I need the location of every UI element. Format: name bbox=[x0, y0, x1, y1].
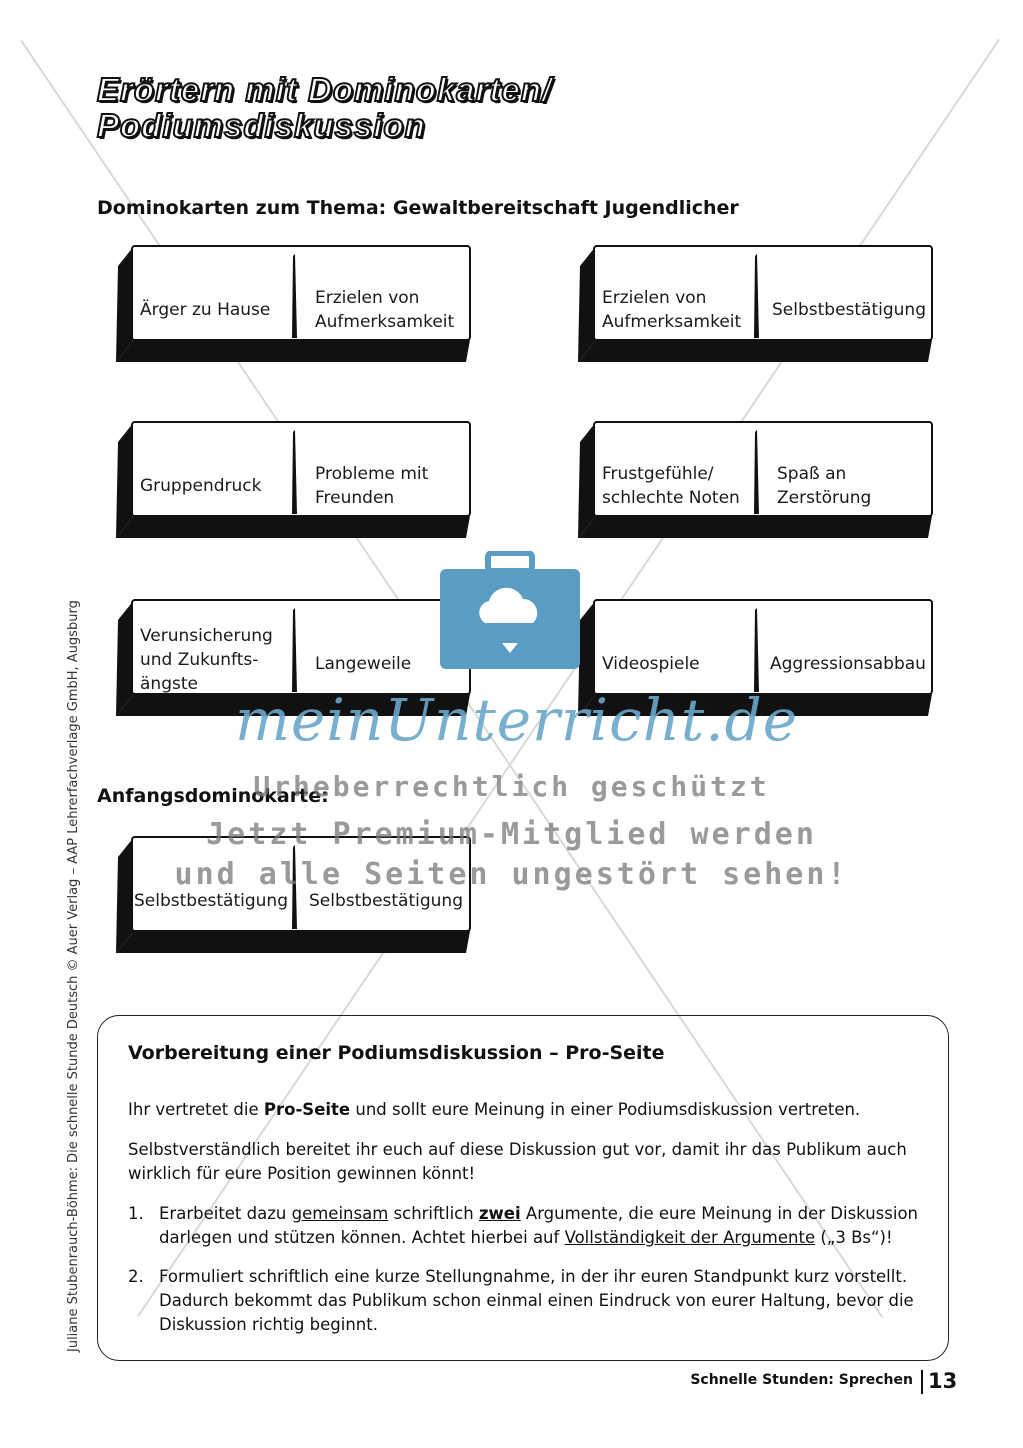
footer-divider bbox=[921, 1370, 923, 1394]
watermark-text: Jetzt Premium-Mitglied werden bbox=[206, 817, 817, 852]
watermark-text: und alle Seiten ungestört sehen! bbox=[174, 857, 849, 892]
task-paragraph: Selbstverständlich bereitet ihr euch auf diese Diskussion gut vor, damit ihr das Publikum auch wirklich für eure Position gewinnen könnt! bbox=[128, 1140, 907, 1183]
domino-left-text: Frustgefühle/ schlechte Noten bbox=[602, 464, 740, 508]
watermark-text: Urheberrechtlich geschützt bbox=[253, 770, 770, 803]
domino-right-text: Langeweile bbox=[315, 654, 412, 674]
domino-card bbox=[572, 242, 932, 362]
domino-right-text: Erzielen von Aufmerksamkeit bbox=[315, 288, 455, 332]
page-number: 13 bbox=[928, 1369, 958, 1393]
domino-left-text: Gruppendruck bbox=[140, 476, 262, 496]
task-paragraph: Ihr vertretet die Pro-Seite und sollt eure Meinung in einer Podiumsdiskussion vertreten. bbox=[128, 1100, 861, 1119]
domino-left-text: Selbstbestätigung bbox=[134, 891, 288, 911]
domino-right-text: Probleme mit Freunden bbox=[315, 464, 429, 508]
briefcase-cloud-icon bbox=[440, 551, 580, 671]
domino-card bbox=[572, 418, 932, 538]
domino-left-text: Erzielen von Aufmerksamkeit bbox=[602, 288, 742, 332]
footer-label: Schnelle Stunden: Sprechen bbox=[690, 1372, 913, 1388]
start-domino-heading: Anfangsdominokarte: bbox=[97, 785, 329, 807]
domino-right-text: Aggressionsabbau bbox=[770, 654, 926, 674]
copyright-side-text: Juliane Stubenrauch-Böhme: Die schnelle Stunde Deutsch © Auer Verlag – AAP Lehrerfachverlage GmbH, Augsburg bbox=[66, 600, 81, 1352]
watermark-logo: meinUnterricht.de bbox=[235, 686, 799, 754]
domino-left-text: Videospiele bbox=[602, 654, 700, 674]
domino-right-text: Selbstbestätigung bbox=[309, 891, 463, 911]
task-box: Vorbereitung einer Podiumsdiskussion – Pro-Seite Ihr vertretet die Pro-Seite und sollt eure Meinung in einer Podiumsdiskussion vertreten. Selbstverständlich bereitet ihr euch auf diese Diskussion gut vor, damit ihr das Publikum auch wirklich für eure Position gewinnen könnt! 1. Erarbeitet dazu gemeinsam schriftlich zwei Argumente, die eure Meinung in der Diskussion darlegen und stützen können. Achtet hierbei auf Vollständigkeit der Argumente („3 Bs“)! 2. Formuliert schriftlich eine kurze Stellungnahme, in der ihr euren Standpunkt kurz vorstellt. Dadurch bekommt das Publikum schon einmal einen Eindruck von eurer Haltung, bevor die Diskussion richtig beginnt. bbox=[97, 1015, 949, 1361]
domino-left-text: Verunsicherung und Zukunfts-ängste bbox=[140, 626, 273, 694]
task-box-heading: Vorbereitung einer Podiumsdiskussion – Pro-Seite bbox=[128, 1042, 665, 1064]
page-title: Erörtern mit Dominokarten/ Podiumsdiskussion bbox=[97, 71, 553, 144]
domino-left-text: Ärger zu Hause bbox=[140, 300, 271, 320]
domino-card bbox=[110, 242, 470, 362]
domino-right-text: Spaß an Zerstörung bbox=[777, 464, 872, 508]
domino-card bbox=[110, 418, 470, 538]
domino-heading: Dominokarten zum Thema: Gewaltbereitschaft Jugendlicher bbox=[97, 197, 739, 219]
domino-right-text: Selbstbestätigung bbox=[772, 300, 926, 320]
